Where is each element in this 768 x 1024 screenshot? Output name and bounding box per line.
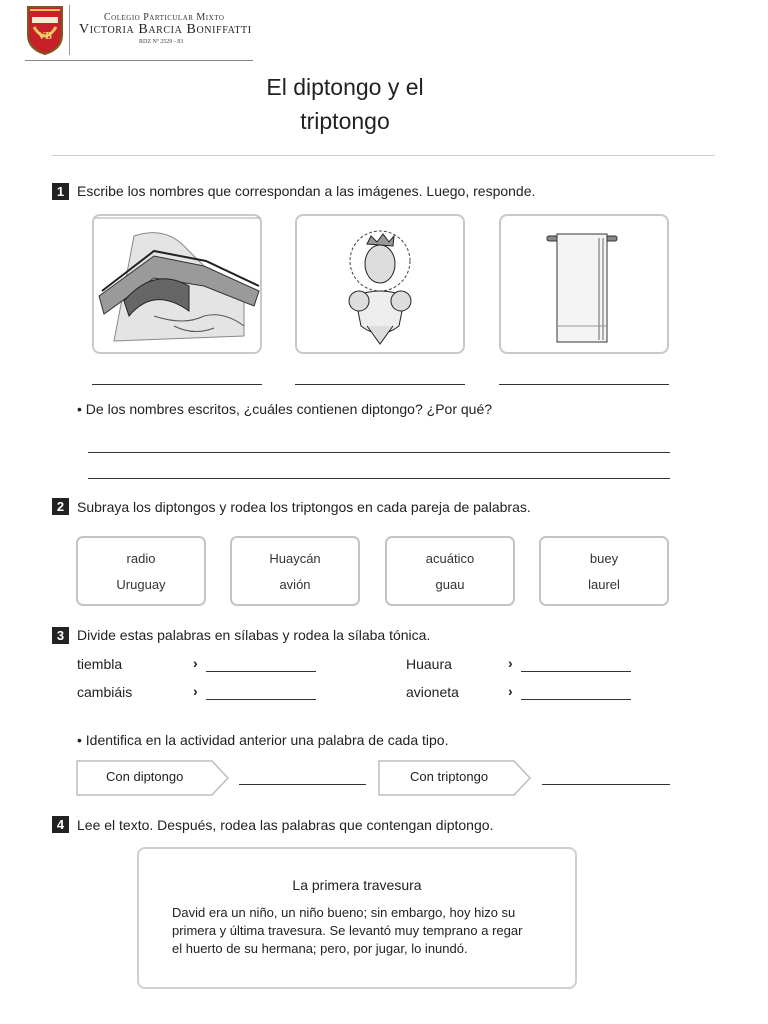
word-pair-box (385, 536, 515, 606)
reading-text-line: el huerto de su hermana; pero, por jugar, lo inundó. (172, 941, 468, 956)
activity-1-question: • De los nombres escritos, ¿cuáles contienen diptongo? ¿Por qué? (77, 401, 493, 417)
title-line-1: El diptongo y el (266, 74, 424, 100)
arrow-icon: › (508, 683, 513, 699)
word-pair-word[interactable]: laurel (588, 577, 620, 592)
activity-4-instruction: Lee el texto. Después, rodea las palabras que contengan diptongo. (77, 817, 494, 833)
activity-4-number: 4 (52, 816, 69, 833)
activity-1-instruction: Escribe los nombres que correspondan a las imágenes. Luego, responde. (77, 183, 536, 199)
title-rule (52, 155, 715, 156)
title-line-2: triptongo (300, 108, 390, 134)
activity-2-number: 2 (52, 498, 69, 515)
syllable-word: Huaura (406, 656, 452, 672)
towel-image-box (499, 214, 669, 354)
arrow-icon: › (193, 655, 198, 671)
bridge-image-box (92, 214, 262, 354)
activity-3-number: 3 (52, 627, 69, 644)
reading-text-line: primera y última travesura. Se levantó muy temprano a regar (172, 923, 523, 938)
reading-text-body (172, 904, 552, 958)
word-pair-word[interactable]: guau (435, 577, 465, 592)
activity-2-instruction: Subraya los diptongos y rodea los triptongos en cada pareja de palabras. (77, 499, 531, 515)
reading-text-line: David era un niño, un niño bueno; sin embargo, hoy hizo su (172, 905, 516, 920)
tag-con-diptongo-label: Con diptongo (106, 769, 184, 784)
tag-con-diptongo (76, 760, 230, 794)
activity-1-number: 1 (52, 183, 69, 200)
word-pair-word[interactable]: Huaycán (269, 551, 321, 566)
word-pair-word[interactable]: Uruguay (116, 577, 166, 592)
page-title (230, 70, 460, 138)
answer-line-triptongo[interactable] (542, 784, 670, 785)
answer-line-towel[interactable] (499, 384, 669, 385)
towel-illustration (501, 216, 667, 352)
reading-text-title: La primera travesura (292, 877, 422, 893)
arrow-icon: › (193, 683, 198, 699)
syllable-answer-line[interactable] (206, 671, 316, 672)
activity-3-instruction: Divide estas palabras en sílabas y rodea la sílaba tónica. (77, 627, 431, 643)
word-pair-box (76, 536, 206, 606)
school-crest-logo (26, 5, 64, 55)
header-rule (25, 60, 253, 61)
syllable-answer-line[interactable] (521, 671, 631, 672)
word-pair-box (230, 536, 360, 606)
queen-image-box (295, 214, 465, 354)
school-name: Victoria Barcia Boniffatti (79, 22, 252, 37)
activity-3-sub-instruction: • Identifica en la actividad anterior una palabra de cada tipo. (77, 732, 449, 748)
word-pair-word[interactable]: avión (279, 577, 311, 592)
word-pair-box (539, 536, 669, 606)
word-pair-word[interactable]: radio (126, 551, 156, 566)
tag-con-triptongo-label: Con triptongo (410, 769, 489, 784)
answer-line-question-2[interactable] (88, 478, 670, 479)
queen-illustration (297, 216, 463, 352)
syllable-answer-line[interactable] (206, 699, 316, 700)
school-registration: RDZ Nº 2529 - 83 (139, 39, 184, 45)
answer-line-queen[interactable] (295, 384, 465, 385)
word-pair-word[interactable]: buey (589, 551, 619, 566)
svg-text:VB: VB (38, 31, 52, 42)
word-pair-word[interactable]: acuático (425, 551, 475, 566)
tag-con-triptongo (378, 760, 532, 794)
answer-line-question-1[interactable] (88, 452, 670, 453)
arrow-icon: › (508, 655, 513, 671)
syllable-word: avioneta (406, 684, 459, 700)
bridge-illustration (94, 216, 260, 352)
answer-line-diptongo[interactable] (239, 784, 366, 785)
school-type: Colegio Particular Mixto (104, 12, 225, 23)
syllable-word: tiembla (77, 656, 123, 672)
syllable-answer-line[interactable] (521, 699, 631, 700)
syllable-word: cambiáis (77, 684, 133, 700)
header-divider (69, 5, 70, 55)
answer-line-bridge[interactable] (92, 384, 262, 385)
